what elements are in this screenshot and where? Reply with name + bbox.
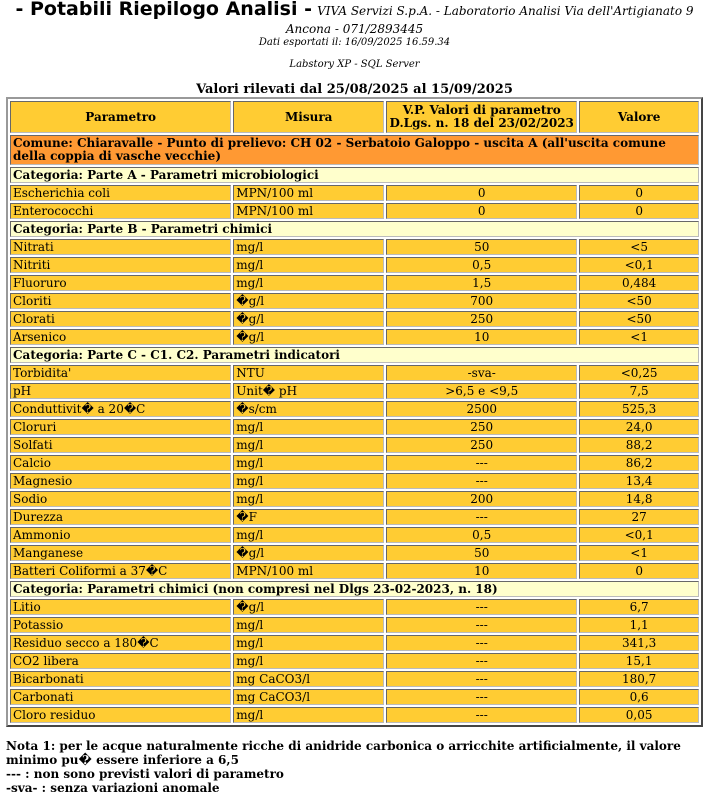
table-row [10, 635, 699, 651]
vp-cell: >6,5 e <9,5 [386, 383, 577, 399]
category-row [10, 167, 699, 183]
table-row [10, 671, 699, 687]
note-1: Nota 1: per le acque naturalmente ricche di anidride carbonica o arricchite artificialmente, il valore minimo pu� essere inferiore a 6,5 [6, 739, 681, 768]
company-info: VIVA Servizi S.p.A. - Laboratorio Analisi Via dell'Artigianato 9 Ancona - 071/2893445 [285, 4, 694, 36]
table-row [10, 419, 699, 435]
comune-cell: Comune: Chiaravalle - Punto di prelievo: CH 02 - Serbatoio Galoppo - uscita A (all'uscita comune della coppia di vasche vecchie) [10, 135, 699, 165]
unit-cell: mg/l [233, 419, 384, 435]
table-row [10, 617, 699, 633]
param-cell: Clorati [10, 311, 231, 327]
unit-cell: mg/l [233, 473, 384, 489]
vp-cell: --- [386, 599, 577, 615]
notes [6, 739, 709, 795]
param-cell: Conduttivit� a 20�C [10, 401, 231, 417]
unit-cell: mg/l [233, 491, 384, 507]
param-cell: Torbidita' [10, 365, 231, 381]
param-cell: Nitriti [10, 257, 231, 273]
title-line [0, 0, 709, 37]
value-cell: 7,5 [579, 383, 699, 399]
table-row [10, 185, 699, 201]
value-cell: 6,7 [579, 599, 699, 615]
param-cell: Potassio [10, 617, 231, 633]
value-cell: 180,7 [579, 671, 699, 687]
header-param: Parametro [10, 101, 231, 133]
vp-cell: 250 [386, 311, 577, 327]
vp-cell: --- [386, 473, 577, 489]
param-cell: Litio [10, 599, 231, 615]
report-title: - Potabili Riepilogo Analisi - [15, 0, 312, 20]
unit-cell: mg/l [233, 653, 384, 669]
category-label: Categoria: Parte A - Parametri microbiologici [10, 167, 699, 183]
param-cell: Escherichia coli [10, 185, 231, 201]
param-cell: Carbonati [10, 689, 231, 705]
unit-cell: mg/l [233, 275, 384, 291]
analysis-table [6, 97, 703, 727]
table-row [10, 365, 699, 381]
unit-cell: mg CaCO3/l [233, 689, 384, 705]
value-cell: 24,0 [579, 419, 699, 435]
unit-cell: mg CaCO3/l [233, 671, 384, 687]
vp-cell: --- [386, 671, 577, 687]
vp-cell: --- [386, 455, 577, 471]
table-row [10, 545, 699, 561]
vp-cell: 2500 [386, 401, 577, 417]
value-cell: 86,2 [579, 455, 699, 471]
table-row [10, 383, 699, 399]
note-3: -sva- : senza variazioni anomale [6, 781, 220, 796]
value-cell: <0,25 [579, 365, 699, 381]
param-cell: Durezza [10, 509, 231, 525]
category-label: Categoria: Parte C - C1. C2. Parametri indicatori [10, 347, 699, 363]
table-row [10, 257, 699, 273]
unit-cell: �g/l [233, 311, 384, 327]
param-cell: Arsenico [10, 329, 231, 345]
value-cell: <0,1 [579, 257, 699, 273]
table-row [10, 527, 699, 543]
unit-cell: mg/l [233, 437, 384, 453]
table-row [10, 203, 699, 219]
param-cell: Sodio [10, 491, 231, 507]
vp-cell: 0,5 [386, 527, 577, 543]
unit-cell: mg/l [233, 635, 384, 651]
param-cell: Enterococchi [10, 203, 231, 219]
table-row [10, 455, 699, 471]
vp-cell: 0 [386, 185, 577, 201]
header-value: Valore [579, 101, 699, 133]
param-cell: pH [10, 383, 231, 399]
header-vp: V.P. Valori di parametro D.Lgs. n. 18 del 23/02/2023 [386, 101, 577, 133]
value-cell: 15,1 [579, 653, 699, 669]
table-body [10, 135, 699, 723]
unit-cell: �s/cm [233, 401, 384, 417]
param-cell: Solfati [10, 437, 231, 453]
value-cell: 14,8 [579, 491, 699, 507]
param-cell: Fluoruro [10, 275, 231, 291]
table-row [10, 437, 699, 453]
vp-cell: 250 [386, 437, 577, 453]
unit-cell: �g/l [233, 599, 384, 615]
value-cell: 0,05 [579, 707, 699, 723]
unit-cell: mg/l [233, 527, 384, 543]
param-cell: Magnesio [10, 473, 231, 489]
vp-cell: 0 [386, 203, 577, 219]
vp-cell: --- [386, 635, 577, 651]
vp-cell: 10 [386, 329, 577, 345]
vp-cell: --- [386, 617, 577, 633]
header-unit: Misura [233, 101, 384, 133]
vp-cell: -sva- [386, 365, 577, 381]
table-row [10, 293, 699, 309]
table-row [10, 401, 699, 417]
category-row [10, 581, 699, 597]
value-cell: 341,3 [579, 635, 699, 651]
unit-cell: �g/l [233, 545, 384, 561]
unit-cell: mg/l [233, 239, 384, 255]
unit-cell: mg/l [233, 617, 384, 633]
unit-cell: mg/l [233, 257, 384, 273]
category-label: Categoria: Parametri chimici (non compresi nel Dlgs 23-02-2023, n. 18) [10, 581, 699, 597]
category-row [10, 221, 699, 237]
value-cell: 0 [579, 203, 699, 219]
category-row [10, 347, 699, 363]
unit-cell: Unit� pH [233, 383, 384, 399]
value-cell: 13,4 [579, 473, 699, 489]
value-cell: <0,1 [579, 527, 699, 543]
unit-cell: �F [233, 509, 384, 525]
param-cell: Manganese [10, 545, 231, 561]
param-cell: Ammonio [10, 527, 231, 543]
param-cell: Cloriti [10, 293, 231, 309]
vp-cell: 10 [386, 563, 577, 579]
vp-cell: 50 [386, 239, 577, 255]
value-cell: <1 [579, 545, 699, 561]
value-cell: 0,6 [579, 689, 699, 705]
table-row [10, 311, 699, 327]
value-cell: 27 [579, 509, 699, 525]
unit-cell: �g/l [233, 293, 384, 309]
vp-cell: --- [386, 509, 577, 525]
comune-row [10, 135, 699, 165]
note-2: --- : non sono previsti valori di parametro [6, 767, 284, 782]
param-cell: Cloro residuo [10, 707, 231, 723]
table-row [10, 653, 699, 669]
software-label: Labstory XP - SQL Server [289, 59, 420, 71]
vp-cell: 250 [386, 419, 577, 435]
value-cell: <5 [579, 239, 699, 255]
param-cell: Cloruri [10, 419, 231, 435]
value-cell: 0,484 [579, 275, 699, 291]
unit-cell: MPN/100 ml [233, 185, 384, 201]
export-date: Dati esportati il: 16/09/2025 16.59.34 [258, 36, 451, 48]
vp-cell: 700 [386, 293, 577, 309]
vp-cell: --- [386, 653, 577, 669]
unit-cell: MPN/100 ml [233, 203, 384, 219]
vp-cell: 50 [386, 545, 577, 561]
table-row [10, 509, 699, 525]
value-cell: 0 [579, 185, 699, 201]
table-row [10, 275, 699, 291]
category-label: Categoria: Parte B - Parametri chimici [10, 221, 699, 237]
vp-cell: 0,5 [386, 257, 577, 273]
period-heading: Valori rilevati dal 25/08/2025 al 15/09/2025 [196, 81, 513, 97]
value-cell: 1,1 [579, 617, 699, 633]
table-row [10, 473, 699, 489]
value-cell: <50 [579, 293, 699, 309]
param-cell: Batteri Coliformi a 37�C [10, 563, 231, 579]
param-cell: Calcio [10, 455, 231, 471]
value-cell: <50 [579, 311, 699, 327]
param-cell: Bicarbonati [10, 671, 231, 687]
table-row [10, 563, 699, 579]
param-cell: Residuo secco a 180�C [10, 635, 231, 651]
param-cell: CO2 libera [10, 653, 231, 669]
table-row [10, 599, 699, 615]
unit-cell: MPN/100 ml [233, 563, 384, 579]
value-cell: 525,3 [579, 401, 699, 417]
unit-cell: �g/l [233, 329, 384, 345]
table-row [10, 329, 699, 345]
vp-cell: --- [386, 689, 577, 705]
table-row [10, 689, 699, 705]
unit-cell: mg/l [233, 707, 384, 723]
unit-cell: NTU [233, 365, 384, 381]
unit-cell: mg/l [233, 455, 384, 471]
param-cell: Nitrati [10, 239, 231, 255]
value-cell: 88,2 [579, 437, 699, 453]
table-header-row [10, 101, 699, 133]
vp-cell: 200 [386, 491, 577, 507]
vp-cell: --- [386, 707, 577, 723]
table-row [10, 239, 699, 255]
value-cell: <1 [579, 329, 699, 345]
vp-cell: 1,5 [386, 275, 577, 291]
value-cell: 0 [579, 563, 699, 579]
table-row [10, 707, 699, 723]
report-header [0, 0, 709, 96]
table-row [10, 491, 699, 507]
